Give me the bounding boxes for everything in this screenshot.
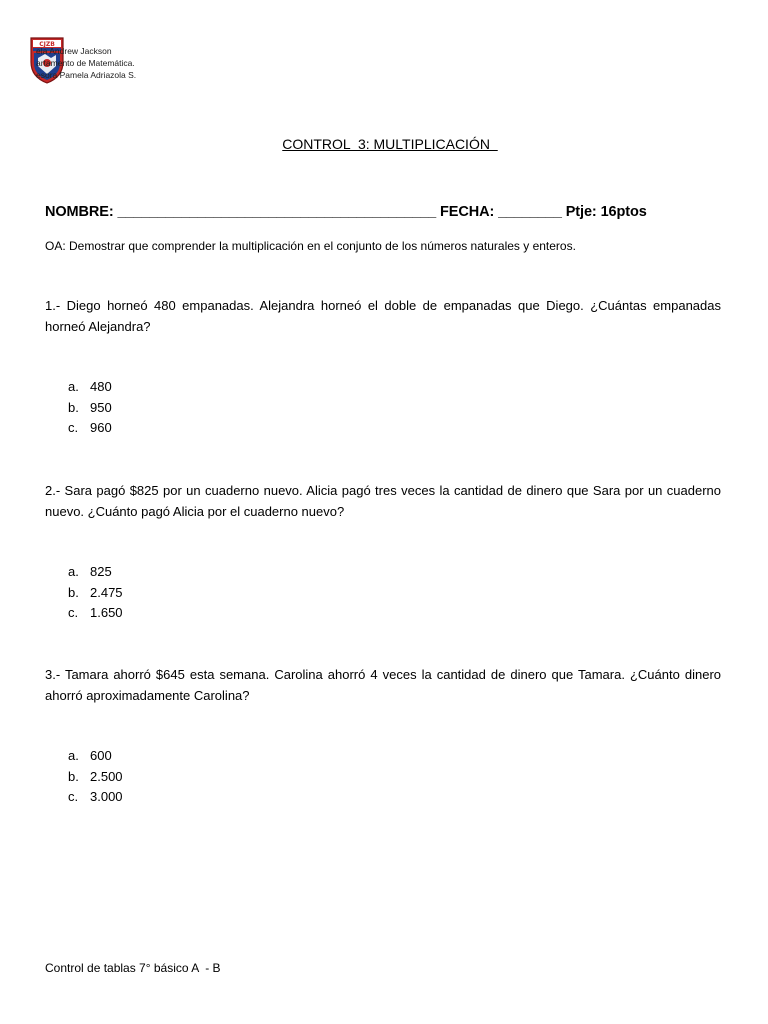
option-letter: b. xyxy=(68,768,79,784)
question-2-text: 2.- Sara pagó $825 por un cuaderno nuevo. Alicia pagó tres veces la cantidad de dinero que Sara por un cuaderno nuevo. ¿Cuánto pagó Alicia por el cuaderno nuevo? xyxy=(45,483,721,519)
option-letter: a. xyxy=(68,564,79,579)
option-value: 950 xyxy=(90,399,112,415)
student-info-line: NOMBRE: ________________________________________ FECHA: ________ Ptje: 16ptos xyxy=(45,204,647,220)
option-value: 960 xyxy=(90,420,112,435)
option-value: 825 xyxy=(90,564,112,579)
option-item xyxy=(68,377,112,398)
question-1-options xyxy=(68,377,112,439)
teacher-name: esora Pamela Adriazola S. xyxy=(36,70,137,80)
learning-objective: OA: Demostrar que comprender la multiplicación en el conjunto de los números naturales y enteros. xyxy=(45,239,576,253)
option-value: 600 xyxy=(90,748,112,763)
option-item xyxy=(68,787,123,808)
school-info xyxy=(36,45,136,81)
question-1-text: 1.- Diego horneó 480 empanadas. Alejandra horneó el doble de empanadas que Diego. ¿Cuántas empanadas horneó Alejandra? xyxy=(45,298,721,334)
school-name: ela Andrew Jackson xyxy=(36,46,112,56)
department-name: artamento de Matemática. xyxy=(36,58,135,68)
option-item xyxy=(68,603,123,624)
question-3-text: 3.- Tamara ahorró $645 esta semana. Carolina ahorró 4 veces la cantidad de dinero que Tamara. ¿Cuánto dinero ahorró aproximadamente Carolina? xyxy=(45,667,721,703)
option-letter: b. xyxy=(68,399,79,415)
option-item xyxy=(68,767,123,788)
option-letter: a. xyxy=(68,748,79,763)
option-letter: c. xyxy=(68,789,79,804)
option-item xyxy=(68,583,123,604)
option-letter: c. xyxy=(68,605,79,620)
page-footer: Control de tablas 7° básico A - B xyxy=(45,961,221,975)
option-letter: b. xyxy=(68,584,79,600)
svg-text:CJZB: CJZB xyxy=(39,41,55,48)
option-value: 3.000 xyxy=(90,789,123,804)
option-letter: a. xyxy=(68,379,79,394)
option-letter: c. xyxy=(68,420,79,435)
option-value: 1.650 xyxy=(90,605,123,620)
option-value: 480 xyxy=(90,379,112,394)
option-value: 2.500 xyxy=(90,768,123,784)
option-item xyxy=(68,398,112,419)
option-item xyxy=(68,746,123,767)
option-item xyxy=(68,562,123,583)
question-3-options xyxy=(68,746,123,808)
page-title: CONTROL 3: MULTIPLICACIÓN xyxy=(282,136,498,152)
question-2-options xyxy=(68,562,123,624)
option-value: 2.475 xyxy=(90,584,123,600)
option-item xyxy=(68,418,112,439)
